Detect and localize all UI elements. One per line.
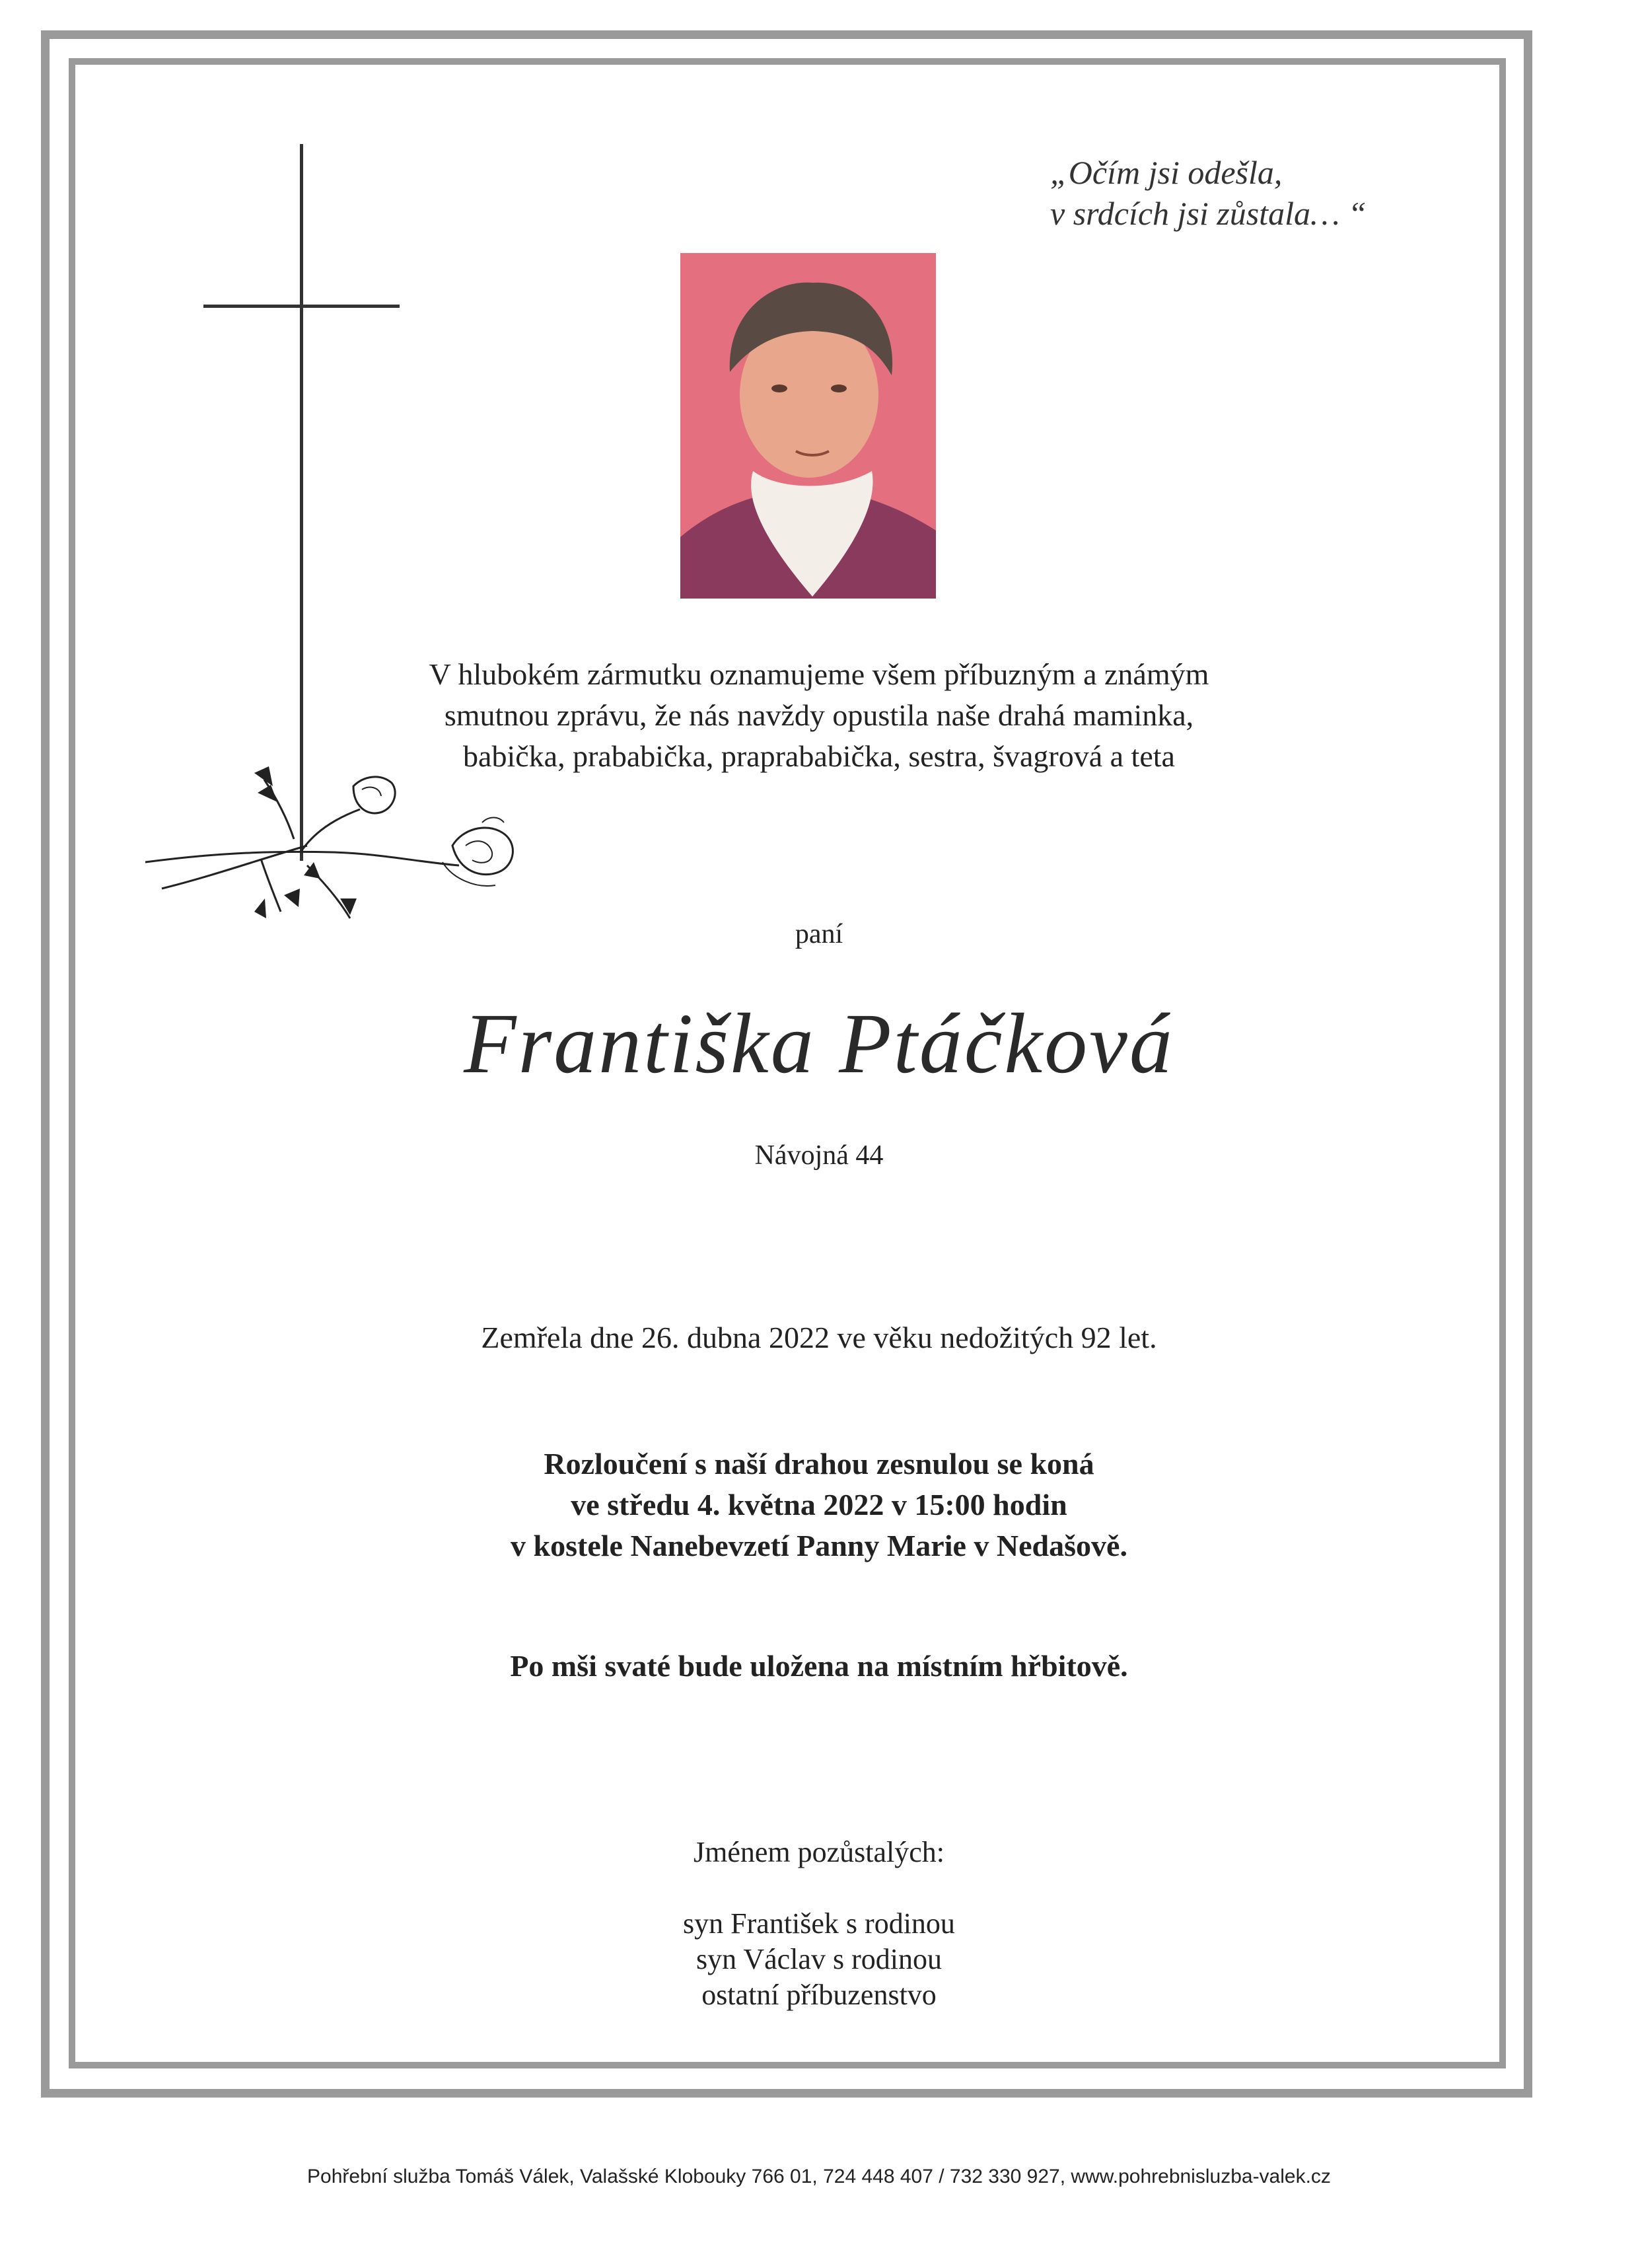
intro-text [0, 654, 1638, 777]
survivor-item: syn František s rodinou [683, 1907, 955, 1940]
funeral-line-1: Rozloučení s naší drahou zesnulou se koná [544, 1447, 1094, 1481]
deceased-address: Návojná 44 [754, 1140, 884, 1171]
burial-info: Po mši svaté bude uložena na místním hřbitově. [510, 1649, 1128, 1683]
survivor-item: ostatní příbuzenstvo [701, 1979, 937, 2011]
salutation: paní [795, 919, 843, 949]
deceased-portrait [680, 253, 936, 599]
death-notice: Zemřela dne 26. dubna 2022 ve věku nedožitých 92 let. [481, 1321, 1157, 1354]
funeral-info [0, 1444, 1638, 1566]
quote-line-1: „Očím jsi odešla, [1050, 154, 1283, 191]
survivors-list [0, 1906, 1638, 2013]
signed-by: Jménem pozůstalých: [693, 1836, 944, 1868]
intro-line-3: babička, prababička, praprababička, sestra, švagrová a teta [463, 739, 1175, 773]
rose-icon [142, 753, 525, 932]
deceased-name: Františka Ptáčková [464, 996, 1174, 1091]
intro-line-1: V hlubokém zármutku oznamujeme všem příbuzným a známým [429, 657, 1209, 691]
quote [1050, 152, 1420, 234]
survivor-item: syn Václav s rodinou [696, 1943, 942, 1975]
funeral-service-footer: Pohřební služba Tomáš Válek, Valašské Klobouky 766 01, 724 448 407 / 732 330 927, www.pohrebnisluzba-valek.cz [307, 2166, 1331, 2187]
quote-line-2: v srdcích jsi zůstala… “ [1050, 195, 1367, 232]
funeral-line-3: v kostele Nanebevzetí Panny Marie v Nedašově. [511, 1529, 1127, 1562]
funeral-line-2: ve středu 4. května 2022 v 15:00 hodin [571, 1488, 1067, 1521]
cross-icon-crossbar [203, 305, 400, 308]
intro-line-2: smutnou zprávu, že nás navždy opustila naše drahá maminka, [444, 698, 1194, 732]
